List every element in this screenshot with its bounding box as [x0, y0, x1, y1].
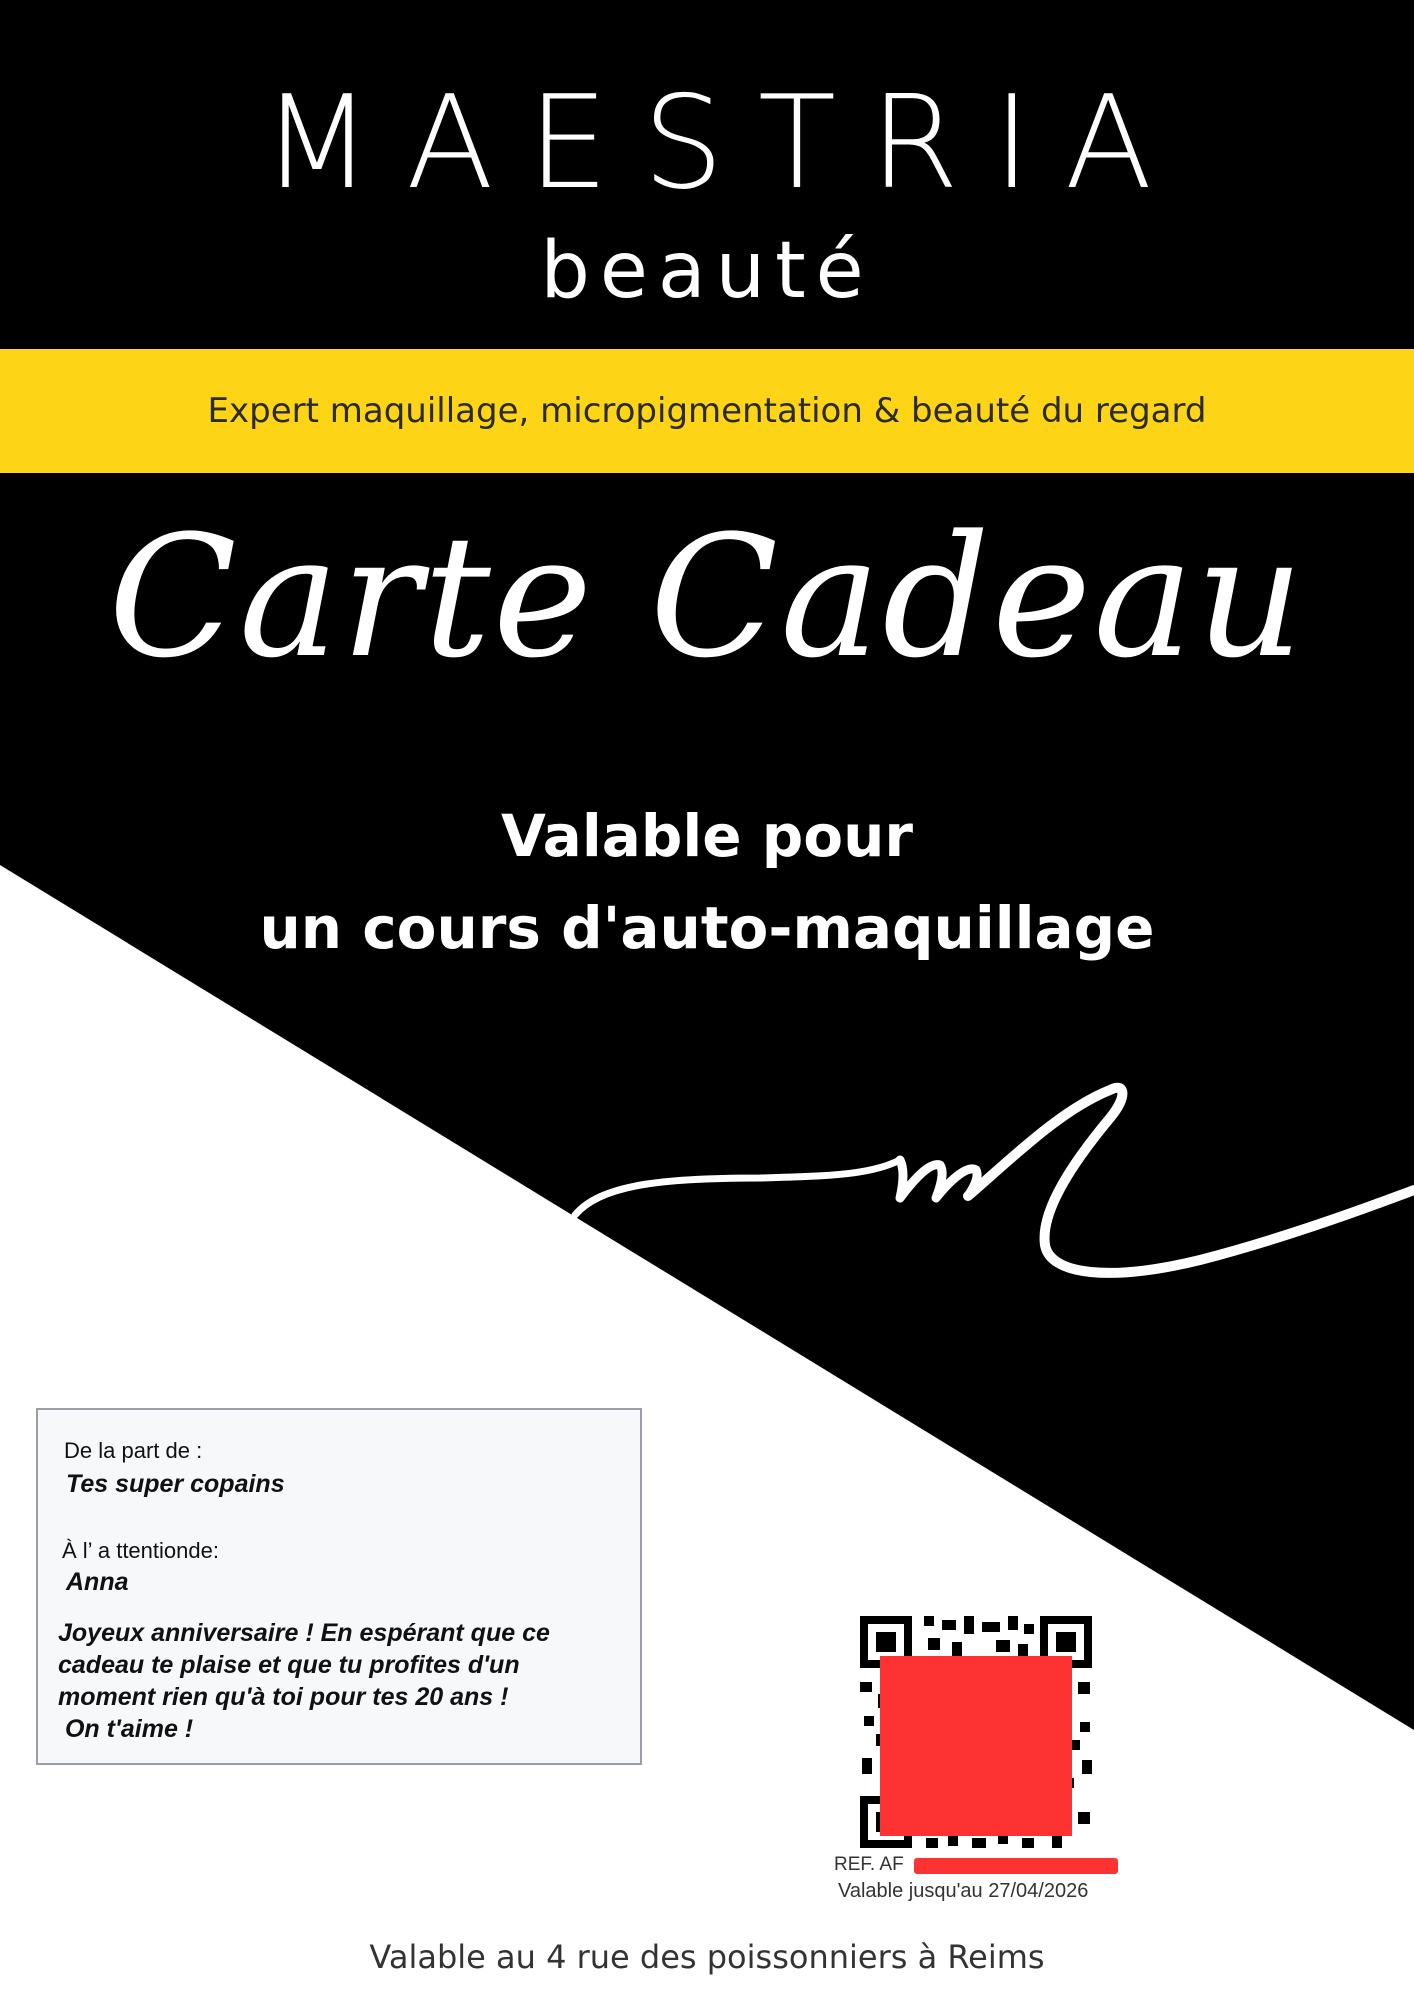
validity-block	[0, 790, 1414, 974]
voucher-reference: REF. AF	[834, 1854, 904, 1875]
from-label: De la part de :	[64, 1438, 203, 1463]
from-value: Tes super copains	[66, 1470, 285, 1498]
to-label: À l’ a ttentionde:	[62, 1538, 219, 1563]
expiry-date: Valable jusqu'au 27/04/2026	[838, 1880, 1089, 1902]
message-box	[36, 1408, 642, 1765]
validity-line: un cours d'auto-maquillage	[259, 894, 1155, 962]
reference-redaction	[914, 1858, 1118, 1874]
personal-message	[58, 1617, 618, 1745]
tagline: Expert maquillage, micropigmentation & beauté du regard	[207, 391, 1207, 431]
brand-subtitle: beauté	[540, 226, 874, 316]
message-line: cadeau te plaise et que tu profites d'un	[58, 1651, 520, 1679]
to-value: Anna	[66, 1568, 129, 1596]
brand-name: MAESTRIA	[261, 69, 1187, 218]
footer-address: Valable au 4 rue des poissonniers à Reims	[369, 1938, 1045, 1976]
message-line: Joyeux anniversaire ! En espérant que ce	[58, 1619, 550, 1647]
message-line: moment rien qu'à toi pour tes 20 ans !	[58, 1683, 509, 1711]
validity-line: Valable pour	[500, 802, 914, 870]
qr-redaction	[880, 1656, 1072, 1836]
card-title: Carte Cadeau	[108, 499, 1306, 695]
message-line: On t'aime !	[58, 1715, 194, 1743]
tagline-band	[0, 349, 1414, 473]
